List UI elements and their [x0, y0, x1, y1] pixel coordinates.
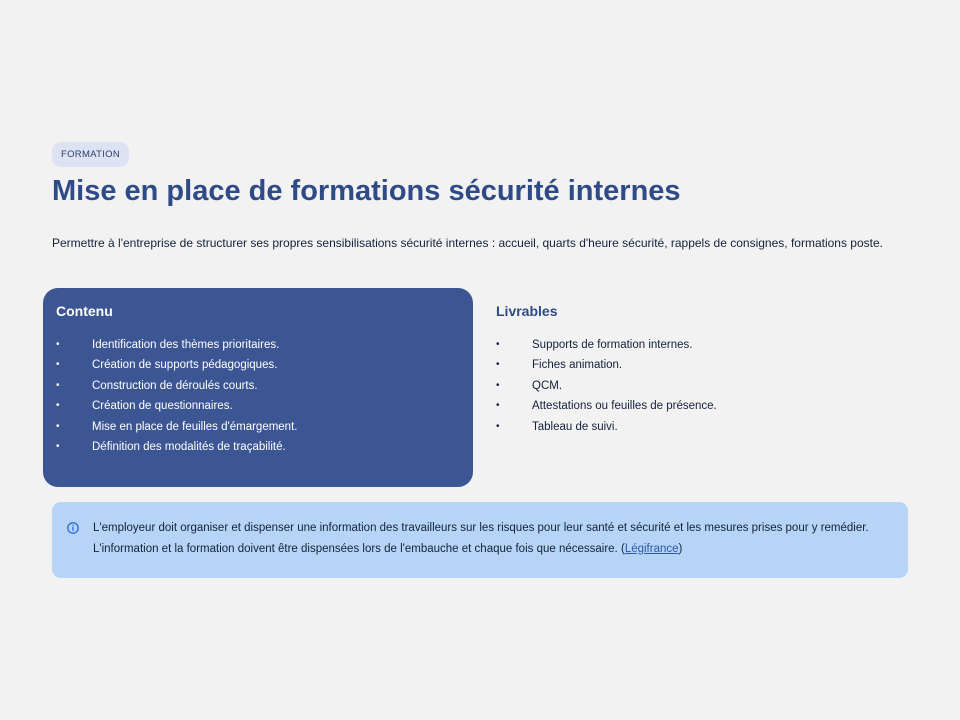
bullet-icon: • — [496, 359, 500, 371]
bullet-icon: • — [496, 400, 500, 412]
list-item — [56, 437, 456, 457]
intro-text: Permettre à l'entreprise de structurer ses propres sensibilisations sécurité internes : accueil, quarts d'heure sécurité, rappels de consignes, formations poste. — [52, 236, 883, 250]
bullet-icon: • — [496, 379, 500, 391]
bullet-icon: • — [56, 379, 60, 391]
list-item-label: Création de supports pédagogiques. — [92, 359, 278, 372]
list-item-label: Création de questionnaires. — [92, 400, 233, 413]
category-badge: FORMATION — [52, 142, 129, 167]
livrables-list — [496, 335, 896, 437]
callout-text — [93, 518, 893, 559]
list-item-label: Supports de formation internes. — [532, 339, 693, 351]
bullet-icon: • — [56, 441, 60, 453]
list-item-label: Attestations ou feuilles de présence. — [532, 400, 717, 413]
list-item — [496, 355, 896, 375]
info-icon — [67, 522, 79, 534]
legal-info-callout — [52, 502, 908, 578]
bullet-icon: • — [56, 400, 60, 412]
livrables-card — [483, 288, 913, 487]
bullet-icon: • — [56, 420, 60, 432]
list-item — [496, 417, 896, 437]
list-item-label: Construction de déroulés courts. — [92, 379, 258, 392]
list-item — [496, 335, 896, 355]
list-item — [496, 396, 896, 416]
bullet-icon: • — [56, 359, 60, 371]
list-item-label: Identification des thèmes prioritaires. — [92, 339, 280, 351]
livrables-title: Livrables — [496, 303, 558, 319]
contenu-card — [43, 288, 473, 487]
callout-paren-open: ( — [620, 542, 625, 555]
list-item — [56, 355, 456, 375]
list-item — [496, 376, 896, 396]
list-item — [56, 417, 456, 437]
list-item-label: Tableau de suivi. — [532, 420, 618, 433]
list-item-label: Définition des modalités de traçabilité. — [92, 441, 286, 454]
bullet-icon: • — [496, 339, 500, 350]
contenu-list — [56, 335, 456, 457]
list-item-label: QCM. — [532, 379, 563, 392]
list-item — [56, 396, 456, 416]
list-item-label: Fiches animation. — [532, 359, 623, 372]
callout-body: L'employeur doit organiser et dispenser une information des travailleurs sur les risques pour leur santé et sécurité et les mesures prises pour y remédier. L'information et la formation doivent être dispensées lors de l'embauche et chaque fois que nécessaire. — [93, 522, 869, 555]
contenu-title: Contenu — [56, 303, 113, 319]
list-item — [56, 376, 456, 396]
callout-paren-close: ) — [678, 542, 683, 555]
list-item — [56, 335, 456, 355]
list-item-label: Mise en place de feuilles d'émargement. — [92, 420, 298, 433]
bullet-icon: • — [56, 339, 60, 350]
bullet-icon: • — [496, 420, 500, 432]
page-title: Mise en place de formations sécurité internes — [52, 175, 681, 207]
legifrance-link[interactable]: Légifrance — [624, 542, 679, 555]
